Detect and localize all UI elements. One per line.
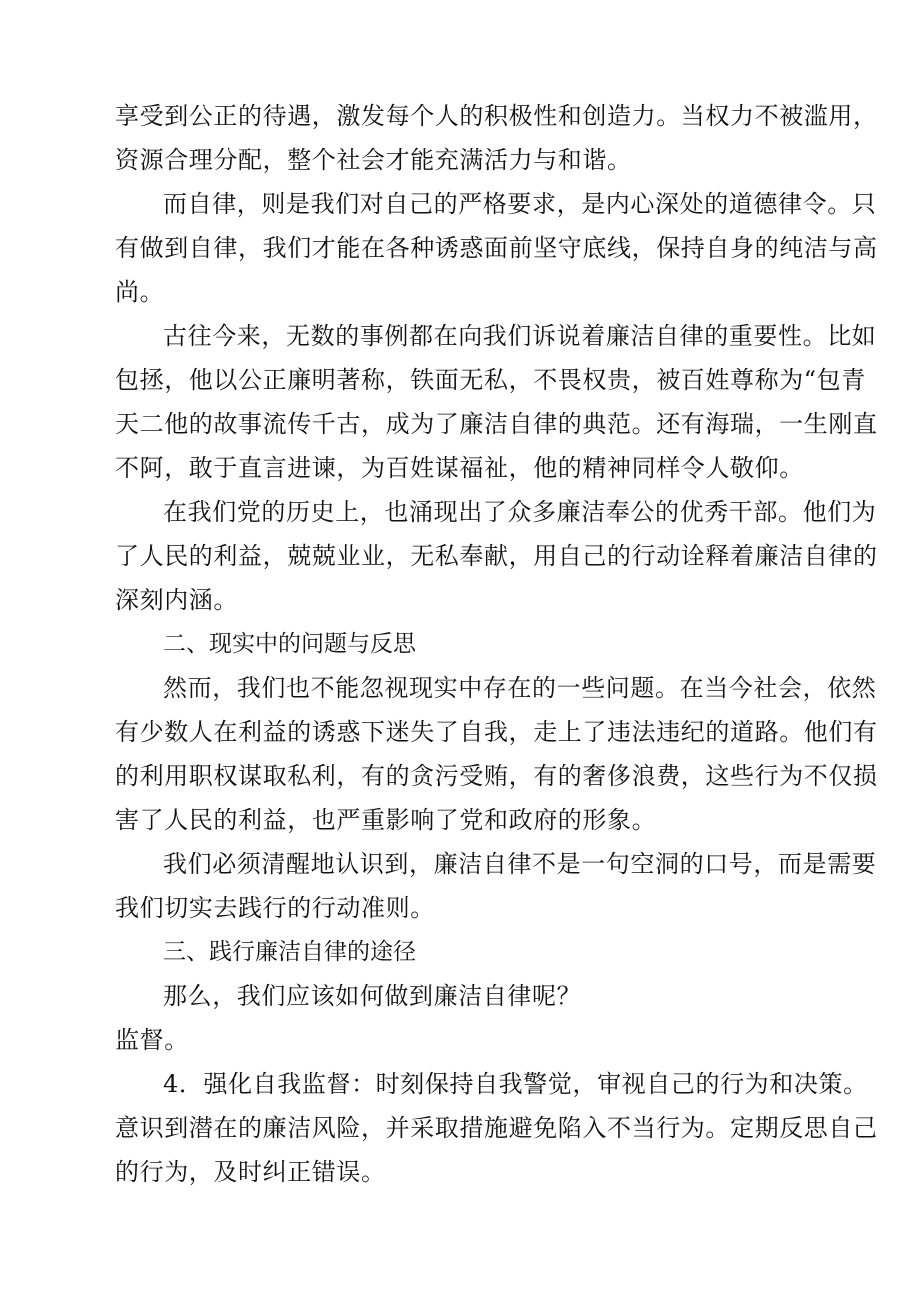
text-line-21: 那么，我们应该如何做到廉洁自律呢？	[163, 982, 582, 1010]
section-heading-2: 二、现实中的问题与反思	[163, 631, 416, 657]
text-line-14: 然而，我们也不能忽视现实中存在的一些问题。在当今社会，依然	[163, 674, 877, 702]
text-line-15: 有少数人在利益的诱惑下迷失了自我，走上了违法违纪的道路。他们有	[115, 718, 878, 746]
text-line-24: 意识到潜在的廉洁风险，并采取措施避免陷入不当行为。定期反思自己	[115, 1114, 878, 1142]
text-line-10: 在我们党的历史上，也涌现出了众多廉洁奉公的优秀干部。他们为	[163, 498, 877, 526]
text-line-7: 包拯，他以公正廉明著称，铁面无私，不畏权贵，被百姓尊称为“包青	[115, 366, 866, 394]
text-line-23: 4．强化自我监督：时刻保持自我警觉，审视自己的行为和决策。	[163, 1070, 868, 1098]
text-line-5: 尚。	[115, 278, 165, 306]
text-line-6: 古往今来，无数的事例都在向我们诉说着廉洁自律的重要性。比如	[163, 322, 877, 350]
text-line-17: 害了人民的利益，也严重影响了党和政府的形象。	[115, 806, 657, 834]
text-line-8: 天二他的故事流传千古，成为了廉洁自律的典范。还有海瑞，一生刚直	[115, 410, 878, 438]
text-line-16: 的利用职权谋取私利，有的贪污受贿，有的奢侈浪费，这些行为不仅损	[115, 762, 878, 790]
text-line-2: 资源合理分配，整个社会才能充满活力与和谐。	[115, 146, 632, 174]
text-line-18: 我们必须清醒地认识到，廉洁自律不是一句空洞的口号，而是需要	[163, 850, 877, 878]
text-line-4: 有做到自律，我们才能在各种诱惑面前坚守底线，保持自身的纯洁与高	[115, 234, 878, 262]
text-line-19: 我们切实去践行的行动准则。	[115, 894, 435, 922]
text-line-12: 深刻内涵。	[115, 586, 238, 614]
text-line-1: 享受到公正的待遇，激发每个人的积极性和创造力。当权力不被滥用，	[115, 102, 878, 130]
text-line-3: 而自律，则是我们对自己的严格要求，是内心深处的道德律令。只	[163, 190, 877, 218]
text-line-11: 了人民的利益，兢兢业业，无私奉献，用自己的行动诠释着廉洁自律的	[115, 542, 878, 570]
text-line-25: 的行为，及时纠正错误。	[115, 1158, 386, 1186]
text-line-9: 不阿，敢于直言进谏，为百姓谋福祉，他的精神同样令人敬仰。	[115, 454, 804, 482]
text-line-22: 监督。	[115, 1026, 189, 1054]
section-heading-3: 三、践行廉洁自律的途径	[163, 939, 416, 965]
